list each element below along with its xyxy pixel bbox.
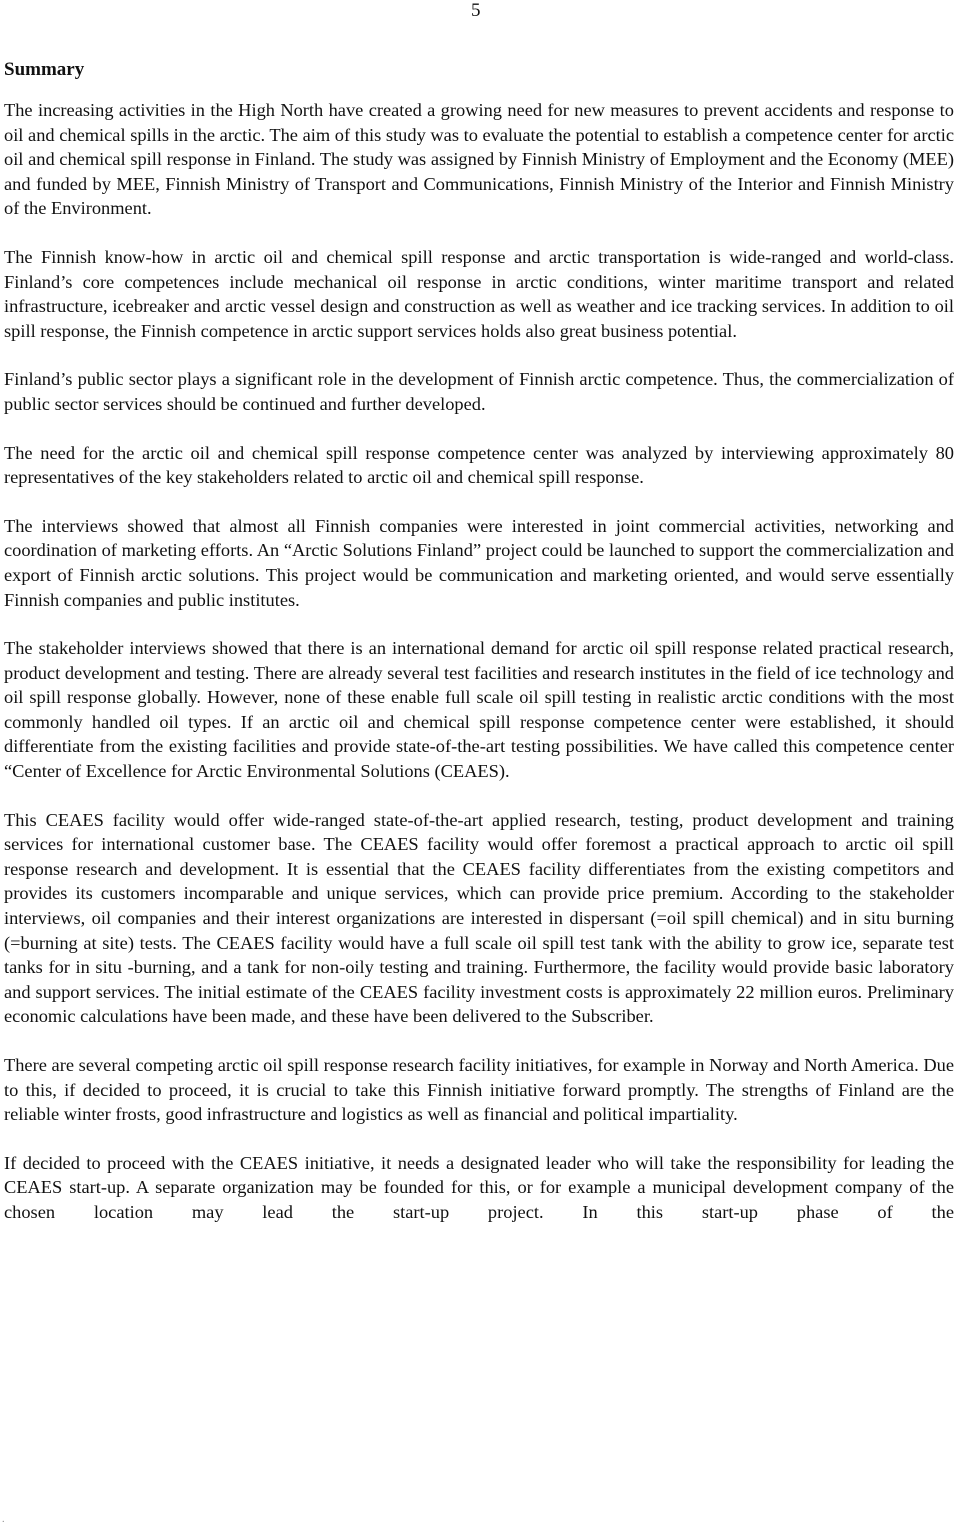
footer-mark: . — [2, 1514, 5, 1525]
document-body — [4, 58, 954, 1225]
page-number: 5 — [471, 0, 481, 21]
paragraph-3: Finland’s public sector plays a significant role in the development of Finnish arctic competence. Thus, the commercialization of public sector services should be continued and further developed. — [4, 369, 954, 414]
paragraph-6: The stakeholder interviews showed that there is an international demand for arctic oil spill response related practical research, product development and testing. There are already several test facilities and research institutes in the field of ice technology and oil spill response globally. However, none of these enable full scale oil spill testing in realistic arctic conditions with the most commonly handled oil types. If an arctic oil and chemical spill response competence center were established, it should differentiate from the existing facilities and provide state-of-the-art testing possibilities. We have called this competence center “Center of Excellence for Arctic Environmental Solutions (CEAES). — [4, 638, 954, 782]
paragraph-8: There are several competing arctic oil spill response research facility initiatives, for example in Norway and North America. Due to this, if decided to proceed, it is crucial to take this Finnish initiative forward promptly. The strengths of Finland are the reliable winter frosts, good infrastructure and logistics as well as financial and political impartiality. — [4, 1055, 954, 1125]
paragraph-7: This CEAES facility would offer wide-ranged state-of-the-art applied research, testing, product development and training services for international customer base. The CEAES facility would offer foremost a practical approach to arctic oil spill response research and development. It is essential that the CEAES facility differentiates from the existing competitors and provides its customers incomparable and unique services, which can provide price premium. According to the stakeholder interviews, oil companies and their interest organizations are interested in dispersant (=oil spill chemical) and in situ burning (=burning at site) tests. The CEAES facility would have a full scale oil spill test tank with the ability to grow ice, separate test tanks for in situ -burning, and a tank for non-oily testing and training. Furthermore, the facility would provide basic laboratory and support services. The initial estimate of the CEAES facility investment costs is approximately 22 million euros. Preliminary economic calculations have been made, and these have been delivered to the Subscriber. — [4, 809, 954, 1027]
paragraph-5: The interviews showed that almost all Finnish companies were interested in joint commercial activities, networking and coordination of marketing efforts. An “Arctic Solutions Finland” project could be launched to support the commercialization and export of Finnish arctic solutions. This project would be communication and marketing oriented, and would serve essentially Finnish companies and public institutes. — [4, 515, 954, 610]
paragraph-1: The increasing activities in the High North have created a growing need for new measures to prevent accidents and response to oil and chemical spills in the arctic. The aim of this study was to evaluate the potential to establish a competence center for arctic oil and chemical spill response in Finland. The study was assigned by Finnish Ministry of Employment and the Economy (MEE) and funded by MEE, Finnish Ministry of Transport and Communications, Finnish Ministry of the Interior and Finnish Ministry of the Environment. — [4, 100, 954, 219]
section-heading: Summary — [4, 59, 85, 80]
paragraph-9: If decided to proceed with the CEAES initiative, it needs a designated leader who will take the responsibility for leading the CEAES start-up. A separate organization may be founded for this, or for example a municipal development company of the chosen location may lead the start-up project. In this start-up phase of the — [4, 1152, 954, 1222]
paragraph-2: The Finnish know-how in arctic oil and chemical spill response and arctic transportation is wide-ranged and world-class. Finland’s core competences include mechanical oil response in arctic conditions, winter maritime transport and related infrastructure, icebreaker and arctic vessel design and construction as well as weather and ice tracking services. In addition to oil spill response, the Finnish competence in arctic support services holds also great business potential. — [4, 246, 954, 341]
paragraph-4: The need for the arctic oil and chemical spill response competence center was analyzed by interviewing approximately 80 representatives of the key stakeholders related to arctic oil and chemical spill response. — [4, 442, 954, 488]
